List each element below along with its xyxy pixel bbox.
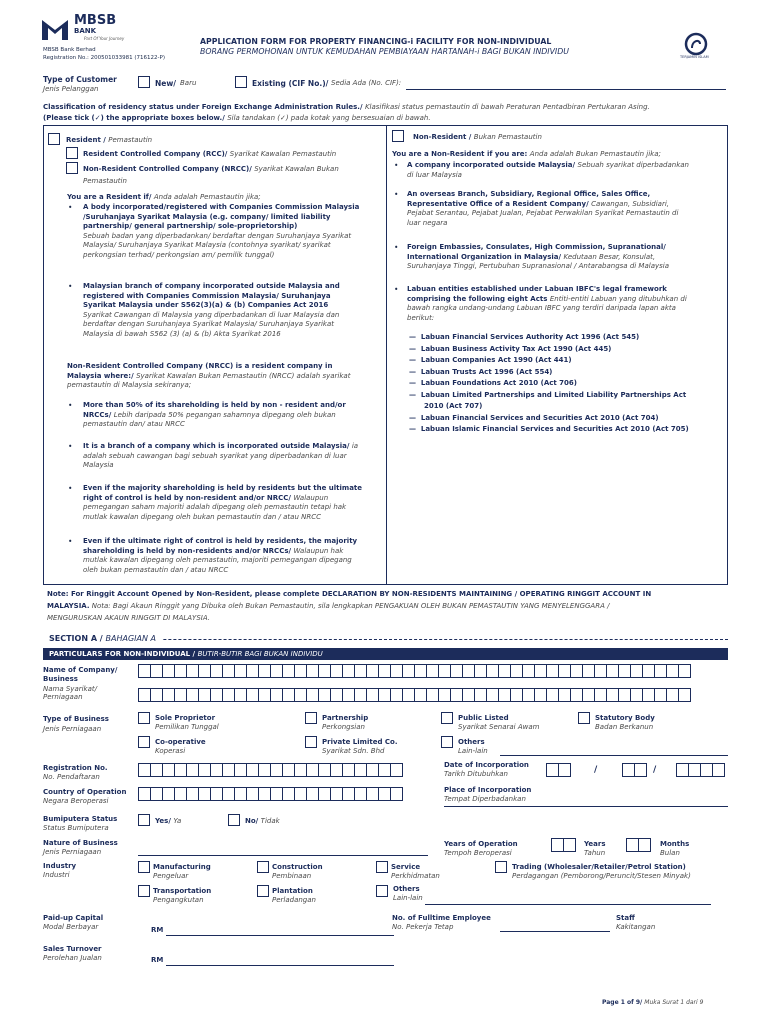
classification-line-1: Classification of residency status under Foreign Exchange Administration Rules./ Klasifikasi status pemastautin di bawah Peraturan Pentadbiran Pertukaran Asing. (43, 103, 650, 111)
trading-label-bm: Perdagangan (Pemborong/Peruncit/Stesen Minyak) (512, 872, 691, 880)
sales-turnover-label: Sales Turnover (43, 945, 102, 953)
mbsb-logo (40, 14, 70, 42)
incorporation-year-input[interactable] (676, 763, 724, 777)
manufacturing-label-bm: Pengeluar (153, 872, 189, 880)
char-cell[interactable] (390, 763, 403, 777)
private-limited-label-bm: Syarikat Sdn. Bhd (322, 747, 385, 755)
pidm-logo-text: TERJAMIN ISLAM (680, 55, 709, 59)
note-line-2: MALAYSIA. Nota: Bagi Akaun Ringgit yang Dibuka oleh Bukan Pemastautin, sila lengkapkan PENGAKUAN OLEH BUKAN PEMASTAUTIN YANG MENYELENGGARA / (47, 602, 610, 610)
existing-label: Existing (CIF No.)/ (252, 79, 329, 88)
act-5: Labuan Foundations Act 2010 (Act 706) (420, 379, 577, 387)
char-cell[interactable] (563, 838, 576, 852)
cooperative-checkbox[interactable] (138, 736, 150, 748)
nrcc-criterion-1: More than 50% of its shareholding is held by non - resident and/or NRCCs/ Lebih daripada 50% pegangan sahamnya dipegang oleh bukan pemastautin dan/ atau NRCC (83, 401, 346, 429)
act-7: Labuan Financial Services and Securities Act 2010 (Act 704) (420, 413, 659, 422)
plantation-checkbox[interactable] (257, 885, 269, 897)
resident-checkbox[interactable] (48, 133, 60, 145)
incorporation-place-label: Place of Incorporation (444, 786, 532, 794)
act-4: Labuan Trusts Act 1996 (Act 554) (420, 367, 553, 376)
bumiputera-yes-checkbox[interactable] (138, 814, 150, 826)
sales-turnover-label-bm: Perolehan Jualan (43, 954, 102, 962)
years-label-bm: Tahun (584, 849, 606, 857)
bullet-icon: • (68, 537, 73, 546)
industry-others-label-bm: Lain-lain (393, 894, 423, 902)
bullet-icon: • (68, 203, 73, 212)
employees-label: No. of Fulltime Employee (392, 914, 491, 922)
form-title: APPLICATION FORM FOR PROPERTY FINANCING-i FACILITY FOR NON-INDIVIDUAL (200, 37, 552, 46)
note-line-1: Note: For Ringgit Account Opened by Non-Resident, please complete DECLARATION BY NON-RESIDENTS MAINTAINING / OPERATING RINGGIT ACCOUNT IN (47, 590, 652, 598)
service-checkbox[interactable] (376, 861, 388, 873)
bullet-icon: • (394, 161, 399, 170)
customer-type-label: Type of Customer (43, 75, 117, 84)
months-input[interactable] (626, 838, 650, 852)
country-operation-label: Country of Operation (43, 788, 127, 796)
act-6-cont: 2010 (Act 707) (424, 402, 483, 410)
nature-business-label: Nature of Business (43, 839, 118, 847)
date-slash-2: / (653, 765, 657, 775)
bumiputera-label: Bumiputera Status (43, 815, 118, 823)
char-cell[interactable] (634, 763, 647, 777)
yes-label: Yes/ Ya (155, 817, 182, 825)
registration-number: Registration No.: 200501033981 (716122-P) (43, 55, 165, 61)
char-cell[interactable] (558, 763, 571, 777)
industry-others-label: Others (393, 885, 420, 893)
incorporation-date-label: Date of Incorporation (444, 761, 529, 769)
new-label: New/ (155, 79, 177, 88)
nrcc-criterion-2: It is a branch of a company which is incorporated outside Malaysia/ ia adalah sebuah cawangan bagi sebuah syarikat yang diperbadankan di luar Malaysia (83, 442, 359, 470)
nature-business-field[interactable] (138, 855, 428, 856)
company-name-label-bm-2: Perniagaan (43, 693, 83, 701)
incorporation-month-input[interactable] (622, 763, 646, 777)
construction-checkbox[interactable] (257, 861, 269, 873)
sole-proprietor-label-bm: Pemilikan Tunggal (155, 723, 219, 731)
rm-label: RM (151, 926, 164, 934)
private-limited-label: Private Limited Co. (322, 738, 398, 746)
note-line-3: MENGURUSKAN AKAUN RINGGIT DI MALAYSIA. (47, 614, 210, 622)
public-listed-label: Public Listed (458, 714, 509, 722)
years-label: Years (584, 840, 606, 848)
classification-line-2: (Please tick (✓) the appropriate boxes below./ Sila tandakan (✓) pada kotak yang bersesuaian di bawah. (43, 114, 431, 122)
nrcc-checkbox[interactable] (66, 162, 78, 174)
statutory-body-checkbox[interactable] (578, 712, 590, 724)
non-resident-criterion-1: A company incorporated outside Malaysia/ Sebuah syarikat diperbadankan di luar Malaysia (407, 161, 689, 179)
nature-business-label-bm: Jenis Perniagaan (43, 848, 102, 856)
company-name-label-2: Business (43, 675, 78, 683)
bullet-icon: • (68, 442, 73, 451)
registration-label: Registration No. (43, 764, 108, 772)
manufacturing-checkbox[interactable] (138, 861, 150, 873)
existing-customer-checkbox[interactable] (235, 76, 247, 88)
others-label: Others (458, 738, 485, 746)
nrcc-label-bm-2: Pemastautin (83, 177, 127, 185)
labuan-acts-list: — Labuan Financial Services Authority Act 1996 (Act 545) — Labuan Business Activity Tax Act 1990 (Act 445) — Labuan Companies Act 1990 (Act 441) — Labuan Trusts Act 1996 (Act 554) — Labuan Foundations Act 2010 (Act 706) — Labuan Limited Partnerships and Limited Liability Partnerships Act 2010 (Act 707) — Labuan Financial Services and Securities Act 2010 (Act 704) — Labuan Islamic Financial Services and Securities Act 2010 (Act 705) (409, 333, 689, 433)
nrcc-criterion-4: Even if the ultimate right of control is held by residents, the majority shareholding is held by non-residents and/or NRCCs/ Walaupun hak mutlak kawalan dipegang oleh pemastautin, majoriti pemegangan dipegang oleh bukan pemastautin dan / atau NRCC (83, 537, 358, 574)
company-name-input-row-2[interactable] (138, 688, 690, 702)
customer-type-label-bm: Jenis Pelanggan (43, 85, 99, 93)
resident-criterion-2: Malaysian branch of company incorporated outside Malaysia and registered with Companies Commission Malaysia/ Suruhanjaya Syarikat Malaysia under S562(3)(a) & (b) Companies Act 2016 Syarikat Cawangan di Malaysia yang diperbadankan di luar Malaysia dan berdaftar dengan Suruhanjaya Syarikat Malaysia/ Suruhanjaya Syarikat Malaysia di bawah S562 (3) (a) & (b) Akta Syarikat 2016 (83, 282, 340, 338)
particulars-bar: PARTICULARS FOR NON-INDIVIDUAL / BUTIR-BUTIR BAGI BUKAN INDIVIDU (43, 648, 728, 660)
trading-label: Trading (Wholesaler/Retailer/Petrol Station) (512, 863, 686, 871)
bullet-icon: • (394, 190, 399, 199)
rcc-label: Resident Controlled Company (RCC)/ Syarikat Kawalan Pemastautin (83, 150, 337, 158)
sales-turnover-field[interactable] (166, 965, 394, 966)
business-type-label-bm: Jenis Perniagaan (43, 725, 102, 733)
new-customer-checkbox[interactable] (138, 76, 150, 88)
non-resident-checkbox[interactable] (392, 130, 404, 142)
act-6: Labuan Limited Partnerships and Limited Liability Partnerships Act (420, 390, 687, 399)
tagline: Part Of Your Journey (84, 36, 125, 41)
char-cell[interactable] (678, 688, 691, 702)
existing-label-bm: Sedia Ada (No. CIF): (331, 79, 402, 87)
construction-label: Construction (272, 863, 323, 871)
partnership-label-bm: Perkongsian (322, 723, 365, 731)
resident-criterion-1: A body incorporated/registered with Companies Commission Malaysia /Suruhanjaya Syarikat Malaysia (e.g. company/ limited liability partnership/ general partnership/ sole-proprietorship) Sebuah badan yang diperbadankan/ berdaftar dengan Suruhanjaya Syarikat Malaysia/ Suruhanjaya Syarikat Malaysia (contohnya syarikat/ syarikat perkongsian terhad/ perkongsian am/ pemilik tunggal) (83, 203, 360, 259)
others-business-field[interactable] (500, 755, 728, 756)
cif-number-field[interactable] (406, 89, 726, 90)
country-operation-label-bm: Negara Beroperasi (43, 797, 109, 805)
incorporation-date-label-bm: Tarikh Ditubuhkan (444, 770, 508, 778)
private-limited-checkbox[interactable] (305, 736, 317, 748)
years-input[interactable] (551, 838, 575, 852)
non-resident-heading: Non-Resident / Bukan Pemastautin (413, 133, 542, 141)
staff-label: Staff (616, 914, 635, 922)
transportation-checkbox[interactable] (138, 885, 150, 897)
public-listed-label-bm: Syarikat Senarai Awam (458, 723, 540, 731)
plantation-label-bm: Perladangan (272, 896, 316, 904)
non-resident-criterion-3: Foreign Embassies, Consulates, High Commission, Supranational/ International Organization in Malaysia/ Kedutaan Besar, Konsulat, Suruhanjaya Tinggi, Pertubuhan Supranasional / Antarabangsa di Malaysia (407, 243, 670, 271)
years-operation-label: Years of Operation (444, 840, 518, 848)
act-8: Labuan Islamic Financial Services and Securities Act 2010 (Act 705) (420, 425, 689, 433)
industry-others-checkbox[interactable] (376, 885, 388, 897)
service-label-bm: Perkhidmatan (391, 872, 440, 880)
pidm-logo (683, 32, 709, 56)
plantation-label: Plantation (272, 887, 313, 895)
company-name-label: Name of Company/ (43, 666, 118, 674)
resident-intro: You are a Resident if/ Anda adalah Pemastautin jika; (67, 193, 261, 201)
incorporation-day-input[interactable] (546, 763, 570, 777)
sole-proprietor-label: Sole Proprietor (155, 714, 216, 722)
char-cell[interactable] (390, 787, 403, 801)
nrcc-criterion-3: Even if the majority shareholding is held by residents but the ultimate right of control is held by non-resident and/or NRCC/ Walaupun pemegangan saham majoriti adalah dipegang oleh pemastautin tetapi hak mutlak kawalan dipegang oleh bukan pemastautin dan / atau NRCC (83, 484, 363, 521)
statutory-body-label: Statutory Body (595, 714, 655, 722)
char-cell[interactable] (678, 664, 691, 678)
transportation-label-bm: Pengangkutan (153, 896, 204, 904)
public-listed-checkbox[interactable] (441, 712, 453, 724)
resident-heading: Resident / Pemastautin (66, 136, 153, 144)
industry-others-field[interactable] (425, 904, 711, 905)
country-operation-input[interactable] (138, 787, 402, 801)
page-number: Page 1 of 9/ Muka Surat 1 dari 9 (602, 999, 704, 1006)
section-a-heading: SECTION A / BAHAGIAN A (43, 632, 162, 646)
months-label-bm: Bulan (660, 849, 680, 857)
form-title-bm: BORANG PERMOHONAN UNTUK KEMUDAHAN PEMBIAYAAN HARTANAH-i BAGI BUKAN INDIVIDU (200, 47, 569, 56)
partnership-label: Partnership (322, 714, 369, 722)
bank-name: MBSB (74, 13, 117, 28)
company-name-label-bm: Nama Syarikat/ (43, 685, 98, 693)
no-label: No/ Tidak (245, 817, 280, 825)
act-1: Labuan Financial Services Authority Act 1996 (Act 545) (420, 333, 640, 341)
months-label: Months (660, 840, 690, 848)
statutory-body-label-bm: Badan Berkanun (595, 723, 654, 731)
bullet-icon: • (68, 401, 73, 410)
incorporation-place-field[interactable] (444, 806, 728, 807)
registration-number-input[interactable] (138, 763, 402, 777)
paid-up-capital-field[interactable] (166, 935, 394, 936)
act-3: Labuan Companies Act 1990 (Act 441) (420, 356, 572, 364)
non-resident-intro: You are a Non-Resident if you are: Anda adalah Bukan Pemastautin jika; (392, 150, 661, 158)
non-resident-criterion-2: An overseas Branch, Subsidiary, Regional Office, Sales Office, Representative Office of a Resident Company/ Cawangan, Subsidiari, Pejabat Serantau, Pejabat Jualan, Pejabat Perwakilan Syarikat Pemastautin di luar negara (407, 190, 679, 227)
paid-up-capital-label: Paid-up Capital (43, 914, 104, 922)
trading-checkbox[interactable] (495, 861, 507, 873)
nrcc-definition: Non-Resident Controlled Company (NRCC) is a resident company in Malaysia where:/ Syarikat Kawalan Bukan Pemastautin (NRCC) adalah syarikat pemastautin di Malaysia sekiranya; (67, 362, 351, 390)
nrcc-label: Non-Resident Controlled Company (NRCC)/ Syarikat Kawalan Bukan (83, 165, 339, 173)
company-name: MBSB Bank Berhad (43, 47, 96, 53)
manufacturing-label: Manufacturing (153, 863, 211, 871)
bullet-icon: • (394, 285, 399, 294)
service-label: Service (391, 863, 421, 871)
rm-label-2: RM (151, 956, 164, 964)
industry-label: Industry (43, 862, 77, 870)
registration-label-bm: No. Pendaftaran (43, 773, 100, 781)
sole-proprietor-checkbox[interactable] (138, 712, 150, 724)
non-resident-criterion-4: Labuan entities established under Labuan IBFC's legal framework comprising the following eight Acts Entiti-entiti Labuan yang ditubuhkan di bawah rangka undang-undang Labuan IBFC yang terdiri daripada lapan akta berikut: (407, 285, 687, 322)
others-label-bm: Lain-lain (458, 747, 488, 755)
new-label-bm: Baru (180, 79, 197, 87)
bumiputera-label-bm: Status Bumiputera (43, 824, 109, 832)
bumiputera-no-checkbox[interactable] (228, 814, 240, 826)
char-cell[interactable] (638, 838, 651, 852)
bullet-icon: • (394, 243, 399, 252)
bullet-icon: • (68, 484, 73, 493)
rcc-checkbox[interactable] (66, 147, 78, 159)
residency-divider (386, 125, 387, 585)
staff-label-bm: Kakitangan (616, 923, 656, 931)
paid-up-capital-label-bm: Modal Berbayar (43, 923, 99, 931)
employees-field[interactable] (500, 931, 610, 932)
cooperative-label-bm: Koperasi (155, 747, 186, 755)
bullet-icon: • (68, 282, 73, 291)
business-type-label: Type of Business (43, 715, 109, 723)
incorporation-place-label-bm: Tempat Diperbadankan (444, 795, 526, 803)
bank-name-2: BANK (74, 27, 97, 35)
char-cell[interactable] (712, 763, 725, 777)
date-slash-1: / (594, 765, 598, 775)
partnership-checkbox[interactable] (305, 712, 317, 724)
industry-label-bm: Industri (43, 871, 70, 879)
others-checkbox[interactable] (441, 736, 453, 748)
years-operation-label-bm: Tempoh Beroperasi (444, 849, 512, 857)
employees-label-bm: No. Pekerja Tetap (392, 923, 454, 931)
construction-label-bm: Pembinaan (272, 872, 312, 880)
cooperative-label: Co-operative (155, 738, 206, 746)
act-2: Labuan Business Activity Tax Act 1990 (Act 445) (420, 344, 612, 353)
transportation-label: Transportation (153, 887, 212, 895)
company-name-input-row-1[interactable] (138, 664, 690, 678)
